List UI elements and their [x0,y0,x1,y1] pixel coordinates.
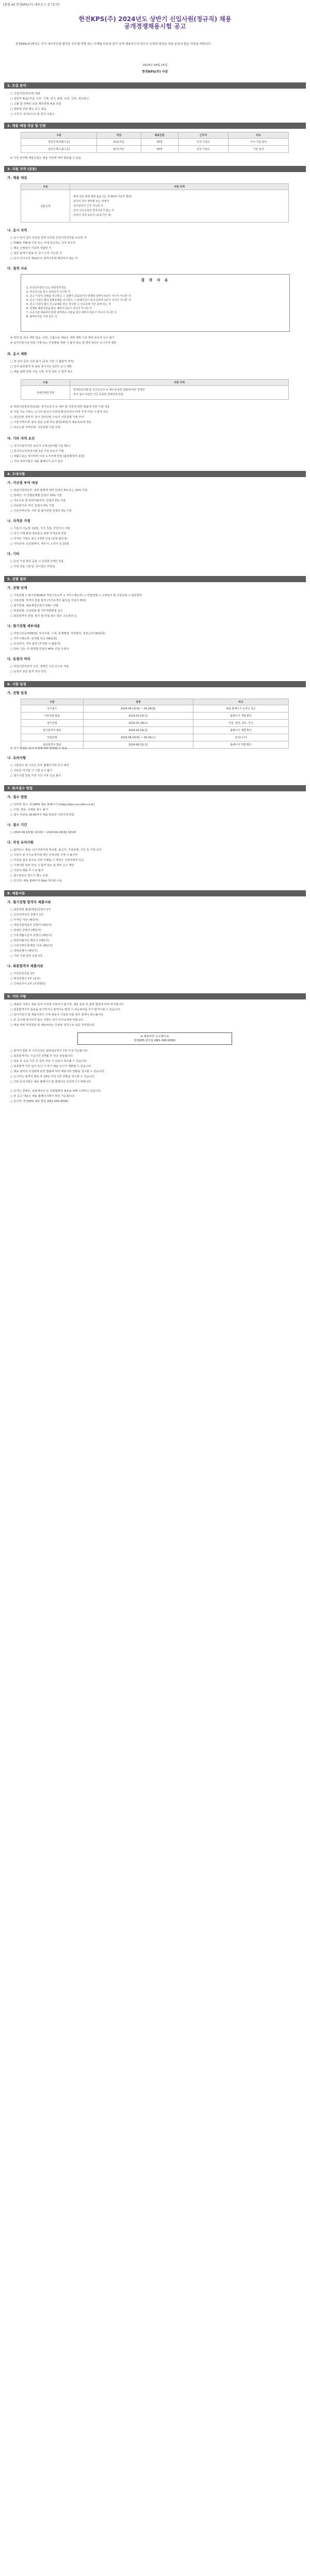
list-item: ○ 마감일 접속 폭주로 인한 미제출 시 책임은 지원자에게 있음 [10,859,84,862]
intro-text: 한전KPS(주)에서는 국가 에너지산업 발전을 선도할 역량 있는 인재를 다음과 같이 공개 채용하고자 하오니 능력과 열정을 갖춘 분들의 많은 지원을 바랍니다. [15,43,212,46]
list-item: ○ 직무수행능력: 분야별 전공 (50문항) [10,637,57,640]
disabled-table [21,379,289,400]
list-item: ○ 기타 문의사항은 채용 홈페이지 및 콜센터로 문의하시기 바랍니다. [10,1080,92,1083]
list-item: ○ 주민등록초본 1부 [10,972,35,975]
table-cell: 기술 분야 [229,146,289,153]
list-item: ○ 저소득층 및 북한이탈주민: 만점의 5% 가점 [10,499,66,502]
subsection-title: 나. 최종합격자 제출서류 [7,964,43,968]
table-row [21,139,289,146]
table-cell: 채용 홈페이지 온라인 접수 [193,705,288,713]
table-note: ※ 상기 일정은 당사 사정에 따라 변경될 수 있음 [10,747,68,750]
list-item: ○ 이전지역인재: 광주·전남 소재 학교 졸업(예정)자 채용목표제 적용 [10,421,92,424]
title-line-2: 공개경쟁채용시험 공고 [124,23,186,30]
table-cell: 00명 [141,139,178,146]
table-cell: 일반공개(대졸수준) [21,139,97,146]
announcement-signer: 한전KPS(주) 사장 [142,70,168,74]
list-item: ○ 최종합격자가 임용을 포기하거나 결격사유 발생 시 차순위자를 추가 합격시킬 수 있습니다. [10,1008,121,1011]
table-cell: 2024.06.21(금) [83,741,193,749]
table-cell: 본사(나주) [193,734,288,741]
table-header: 구분 [21,699,84,705]
list-item: ○ 경력증명서 (해당자) [10,950,38,953]
list-item: ○ 최종합격 이후 입사 포기 시 차기 채용 응시가 제한될 수 있습니다. [10,1065,92,1068]
table-cell: 면접전형 [21,734,84,741]
subsection-title: 다. 결격 사유 [7,266,27,270]
list-item: □ 채용 관련 허위 사실 기재, 부정 청탁 시 합격 취소 [10,370,73,374]
list-item: ○ 기술사·기능장: 10점, 기사: 5점, 산업기사: 3점 [10,527,70,530]
section1-item: □ 근무지: 본사(나주) 및 전국 사업소 [10,113,55,116]
report-center-box [77,1032,232,1045]
section1-item: □ 고졸 및 장애인·보훈 제한경쟁 채용 포함 [10,103,61,106]
list-item: ○ 시험장소 및 시간은 추후 홈페이지에 공지 예정 [10,764,69,767]
list-item: ○ 접수 마감일 18:00까지 제출 완료된 지원서에 한함 [10,814,74,817]
subsection-title: 나. 필기전형 세부내용 [7,624,40,628]
table-cell: 2024.05.24(금) [83,727,193,734]
table-header: 비고 [193,699,288,705]
table-row [21,720,289,727]
section-header-3: 3. 지원 자격 (공통) [4,166,306,172]
table-cell: 필기전형 [21,720,84,727]
list-item: ○ 최종합격자는 수습기간 3개월 후 정규 임용됩니다. [10,1055,74,1058]
list-item: ○ 기타 가점 관련 증빙서류 [10,955,43,958]
disq-item: 3. 금고 이상의 실형을 선고받고 그 집행이 종료되거나 면제된 날부터 5년이 지나지 아니한 자 [26,295,131,298]
section-header-8: 8. 제출서류 [4,890,306,896]
list-item: ○ 장애인: 각 전형단계별 만점의 10% 가점 [10,494,62,497]
list-item: □ 당사 최종합격 후 임용 포기자는 1년간 응시 제한 [10,365,72,368]
disq-item: 7. 공공기관 채용비리 관련 합격취소 처분을 받은 때부터 5년이 지나지 아니한 자 [26,311,117,314]
note: ※ 입사지원서상 허위 기재 또는 부정행위 적발 시 합격 취소 및 향후 5년간 응시자격 제한 [10,342,117,345]
section1-item: □ 신입사원(정규직) 채용 [10,92,41,95]
list-item: ○ 접수번호는 반드시 별도 보관 [10,874,48,877]
list-item: ○ 자격증 사본 (해당자) [10,919,39,922]
subsection-title: 다. 기타 [7,552,20,556]
note: ※ 지원 가능 여부는 응시자 본인이 사전에 확인하여야 하며 자격 미달 시 합격 취소 [10,411,109,414]
list-item: ○ 이전지역인재 확인 서류 (해당자) [10,944,53,947]
subsection-title: 나. 접수 기간 [7,823,27,827]
list-item: ○ 기초생활수급자 증명서 (해당자) [10,934,52,937]
table-header: 구분 [21,132,97,139]
list-item: ○ 지원서 및 자기소개서에 개인 인적사항 기재 시 불이익 [10,854,78,857]
list-item: ○ 직업기초능력(NCS): 의사소통, 수리, 문제해결, 자원관리, 정보능력 (50문항) [10,632,105,635]
list-item: ○ 공인어학성적 증명서 1부 [10,913,44,917]
table-header: 구분 [21,184,70,190]
header-note: [별첨 #] 한전KPS(주) 채용공고 문 (요약) [3,3,60,7]
title-line-1: 한전KPS(주) 2024년도 상반기 신입사원(정규직) 채용 [78,15,232,23]
section-header-5: 5. 전형 절차 [4,576,306,582]
list-item: ○ 동일 가점 항목 중복 시 유리한 1개만 적용 [10,560,64,563]
subsection-title: 다. 동점자 처리 [7,657,30,661]
disq-item: 2. 파산선고를 받고 복권되지 아니한 자 [26,291,71,294]
note: ※ 취업지원대상자(보훈): 국가유공자 등 예우 및 지원에 관한 법률에 의한 가점 적용 [10,405,110,409]
table-cell: 2024.05.18(토) [83,720,193,727]
list-item: ○ 사무분야: 공인회계사, 세무사, 노무사 등 10점 [10,543,69,546]
list-item: ○ 가점 적용 기준일: 원서접수 마감일 [10,565,55,568]
table-cell: 일반공개 [21,190,70,223]
table-cell: 4(나)직급 [97,146,141,153]
table-row [21,386,289,400]
list-item: ○ 제출된 서류는 채용 목적 이외에 사용하지 않으며, 채용 종료 후 관련 법령에 따라 파기합니다. [10,1003,124,1006]
list-item: ○ 전기·기계·화학·정보통신 관련 자격증에 한함 [10,532,67,535]
schedule-table [21,699,289,749]
table-cell: · 장애인복지법 및 국가유공자 등 예우에 관한 법률에 따른 장애인 · 원서 접수 마감일 기준 등록된 장애인에 한함 [70,386,289,400]
list-item: ○ 최종합격자 결정: 필기 및 면접 점수 합산 고득점자 순 [10,615,77,618]
list-item: ○ 블라인드 채용: 입사지원서에 학교명, 출신지, 가족관계, 사진 등 기재 금지 [10,849,102,852]
disq-item: 8. 병역의무를 기피 중인 자 [26,315,57,318]
table-header: 지원 자격 [70,380,289,386]
list-item: ○ 임용 후 교육 기간 중 성적 미달 시 임용이 취소될 수 있습니다. [10,1060,88,1063]
disq-item: 6. 징계로 해임처분을 받은 때부터 3년이 지나지 아니한 자 [26,307,92,310]
list-item: ○ 채용 관련 부정청탁 및 채용비리는 무관용 원칙으로 엄중 처리합니다. [10,1024,95,1027]
table-row [21,734,289,741]
subsection-title: 나. 응시 자격 [7,228,27,232]
table-cell: 원서접수 [21,705,84,713]
list-item: ○ 장애인 증명서 (해당자) [10,929,41,932]
subsection-title: 마. 기타 자격 요건 [7,436,35,440]
list-item: ○ 2024.04.15(월) 10:00 ~ 2024.04.29(월) 18:00 [10,831,76,834]
list-item: ○ 신분증 미지참 시 시험 응시 불가 [10,769,53,772]
subsection-title: 다. 작성 유의사항 [7,840,34,844]
disq-item: 5. 금고 이상의 형의 선고유예를 받은 경우에 그 선고유예 기간 중에 있는 자 [26,303,111,306]
list-item: ○ 취업지원대상자: 관련 법령에 따라 만점의 5% 또는 10% 가점 [10,489,88,492]
table-cell: 홈페이지 개별 확인 [193,727,288,734]
table-row [21,146,289,153]
list-item: ○ 북한이탈주민 확인서 (해당자) [10,939,50,942]
table-cell: 장애인제한경쟁 [21,386,70,400]
table-cell: · 학력·전공·연령 제한 없음 (단, 만 60세 이상자 제외) · 남자의 경우 병역필 또는 면제자 · 입사일부터 근무 가능한 자 · 당사 인사규정상 결격사유가 없는 자 · 외국어 성적 보유자 (유효기간 내) [70,190,289,223]
note: ※ 학력 및 전공 제한 없음. 다만, 고졸수준 채용은 대학 재학 이상 학력 보유자 응시 불가 [10,336,115,340]
table-row [21,190,289,223]
report-center-contact: 한전KPS 감사실 (061-345-0000) [134,1039,176,1042]
subsection-title: 가. 전형 일정 [7,691,27,695]
list-item: ○ 취업지원대상자 증명서 (해당자) [10,924,52,927]
table-cell: 최종합격자 발표 [21,741,84,749]
list-item: ○ 지원서 제출 후 수정 불가 [10,869,44,872]
list-item: ○ 인성검사: 적부 판정 (부적합 시 불합격) [10,642,61,646]
section-header-4: 4. 우대사항 [4,471,306,477]
list-item: ○ 기재사항 허위 작성 시 합격 취소 및 향후 응시 제한 [10,864,74,867]
list-item: ○ 비수도권 지역인재: 서류전형 가점 부여 [10,426,60,429]
table-cell: 일반공개(고졸수준) [21,146,97,153]
list-item: ○ 자격증 가점은 최고 1개만 인정 (중복 불인정) [10,537,68,540]
list-item: ○ 채용 절차의 공정화에 관한 법률에 따라 채용서류 반환을 청구할 수 있습니다. [10,1070,105,1073]
subsection-title: 가. 채용 대상 [7,176,27,180]
table-cell: 2024.06.03(월) ~ 06.05(수) [83,734,193,741]
section1-item: □ 일반직 4(을)직급: 사무, 기계, 전기, 화학, 토목, 건축, 정보통신 [10,97,89,100]
list-item: ○ 당사는 장애인, 보훈대상자 등 사회형평적 채용을 위해 노력하고 있습니다. [10,1090,102,1093]
table-cell: 서울, 대전, 광주, 부산 [193,720,288,727]
list-item: ○ 취업지원대상자 우선, 장애인 우선 순으로 적용 [10,665,69,668]
table-cell: 2024.05.03(금) [83,713,193,720]
subsection-title: 가. 필기전형 합격자 제출서류 [7,900,51,904]
disqualification-box [21,274,290,332]
table-cell: 00명 [141,146,178,153]
section-header-2: 2. 채용 예정 직급 및 인원 [4,123,306,129]
subsection-title: 나. 유의사항 [7,756,26,760]
list-item: ○ 응시자는 합격자 발표 후 14일 이내 서류 반환을 청구할 수 있습니다. [10,1075,95,1078]
table-header: 구분 [21,380,70,386]
list-item: ○ 채용 신체검사 기준에 적합한 자 [10,247,52,250]
list-item: ○ 최종학력 졸업(예정)증명서 1부 [10,908,51,911]
section-header-1: 1. 모집 분야 [4,82,306,89]
eligibility-table [21,183,289,223]
table-note: ※ 지원 분야별 채용인원은 채용 여건에 따라 변동될 수 있음 [10,157,81,160]
list-item: ○ 병적증명서 1부 (남자) [10,977,41,980]
table-cell: 사무·기술 분야 [229,139,289,146]
list-item: ○ 면접전형: 인성면접 및 직무역량면접 실시 [10,609,63,613]
table-row [21,713,289,720]
list-item: ○ 합격자 발표 후 이의신청은 발표일로부터 7일 이내 가능합니다. [10,1049,89,1053]
table-cell: 서류전형 발표 [21,713,84,720]
list-item: ○ 서류전형: 적격자 전원 합격 (자기소개서 불성실 작성자 제외) [10,599,86,602]
table-cell: 4(을)직급 [97,139,141,146]
list-item: ○ 과락 기준: 각 영역별 만점의 40% 미만 득점자 [10,648,69,651]
table-header: 채용인원 [141,132,178,139]
table-row [21,705,289,713]
subsection-title: 가. 접수 방법 [7,795,27,799]
disq-item: 1. 피성년후견인 또는 피한정후견인 [26,286,67,290]
table-header: 근무지 [178,132,228,139]
table-cell: 홈페이지 개별 확인 [193,741,288,749]
list-item: □ 대졸수준은 학사학위 이상 소지자에 한함 (졸업예정자 포함) [10,455,85,458]
table-header: 직급 [97,132,141,139]
table-header: 지원 자격 [70,184,289,190]
list-item: ○ 응시 원서 접수 마감일 현재 유효한 공인어학성적을 보유한 자 [10,236,87,240]
notice-title [0,15,310,30]
list-item: ○ 최종 합격자 발표 후 즉시 근무 가능한 자 [10,252,62,255]
list-item: ○ TOEIC 700점 이상 또는 이에 상응하는 성적 보유자 [10,242,76,245]
list-item: ○ 서류전형 → 필기전형(NCS 직업기초능력 + 직무수행능력) → 면접전형 → 신체검사 및 신원조회 → 최종합격 [10,594,142,597]
list-item: ○ 입사지원서 및 제출서류의 기재 내용이 사실과 다를 경우 합격이 취소됩니다. [10,1013,104,1016]
section-header-9: 9. 기타 사항 [4,993,306,999]
recruit-table [21,132,289,153]
subsection-title: 라. 응시 제한 [7,352,27,356]
list-item: ○ 이전지역인재: 서류 및 필기전형 만점의 3% 가점 [10,510,72,513]
list-item: □ 기타 세부사항은 채용 홈페이지 공지 참조 [10,460,63,463]
list-item: □ 전 분야 중복 지원 불가 (중복 지원 시 불합격 처리) [10,360,74,363]
list-item: ○ 신체검사서 1부 (지정병원) [10,982,46,986]
table-cell: 전국 사업소 [178,146,228,153]
announcement-date: 2024년 04월 15일 [142,64,168,67]
section-header-7: 7. 원서접수 방법 [4,785,306,791]
subsection-title: 나. 자격증 가점 [7,519,30,523]
box-title: 결 격 사 유 [141,278,170,282]
list-item: ○ 청년인턴 경력자: 당사 청년인턴 수료자 서류전형 가점 부여 [10,416,84,419]
table-header: 일정 [83,699,193,705]
list-item: ○ 인터넷 접수: 한전KPS 채용 홈페이지 (https://kps.recruiter.co.kr) [10,803,95,806]
list-item: ○ 문의처: 한전KPS 채용 담당 (061-345-0000) [10,1100,69,1103]
section-header-6: 6. 시험 일정 [4,681,306,687]
disq-item: 4. 금고 이상의 형의 집행유예를 선고받고 그 유예기간이 끝난 날부터 2년이 지나지 아니한 자 [26,299,131,302]
list-item: ○ 우편, 방문, 이메일 접수 불가 [10,808,48,811]
table-cell: 홈페이지 개별 확인 [193,713,288,720]
subsection-title: 가. 전형 단계 [7,586,27,590]
table-header: 비고 [229,132,289,139]
table-row [21,727,289,734]
list-item: ○ 다문화가족 자녀: 만점의 5% 가점 [10,504,54,507]
list-item: □ 한국사능력검정시험 3급 이상 보유자 가점 [10,450,64,453]
list-item: ○ 본 공고 내용은 채용 홈페이지에서 확인 가능합니다. [10,1095,75,1098]
section1-item: □ 채용형 인턴 별도 공고 없음 [10,108,46,111]
subsection-title: 가. 가산점 부여 대상 [7,481,38,485]
list-item: ○ 당사 인사규정 제10조의 결격사유에 해당하지 않는 자 [10,257,78,260]
table-cell: 2024.04.15(월) ~ 04.29(월) [83,705,193,713]
table-cell: 필기합격자 발표 [21,727,84,734]
report-center-title: ※ 채용비리 신고센터 ※ [140,1035,169,1038]
list-item: ○ 본 공고에 명시되지 않은 사항은 당사 인사규정에 따릅니다. [10,1019,84,1022]
list-item: ○ 필기전형: 채용예정인원의 3배수 선발 [10,604,59,607]
list-item: ○ 필기시험 당일 지정 시간 이후 입실 불가 [10,774,61,777]
table-cell: 전국 사업소 [178,139,228,146]
list-item: ○ 동점자 전원 합격 처리 원칙 [10,670,46,673]
list-item: □ 국가기술자격증 보유자 우대 (분야별 기준 별도) [10,445,71,448]
list-item: ○ 문의처: 채용 홈페이지 Q&A 게시판 이용 [10,879,62,883]
